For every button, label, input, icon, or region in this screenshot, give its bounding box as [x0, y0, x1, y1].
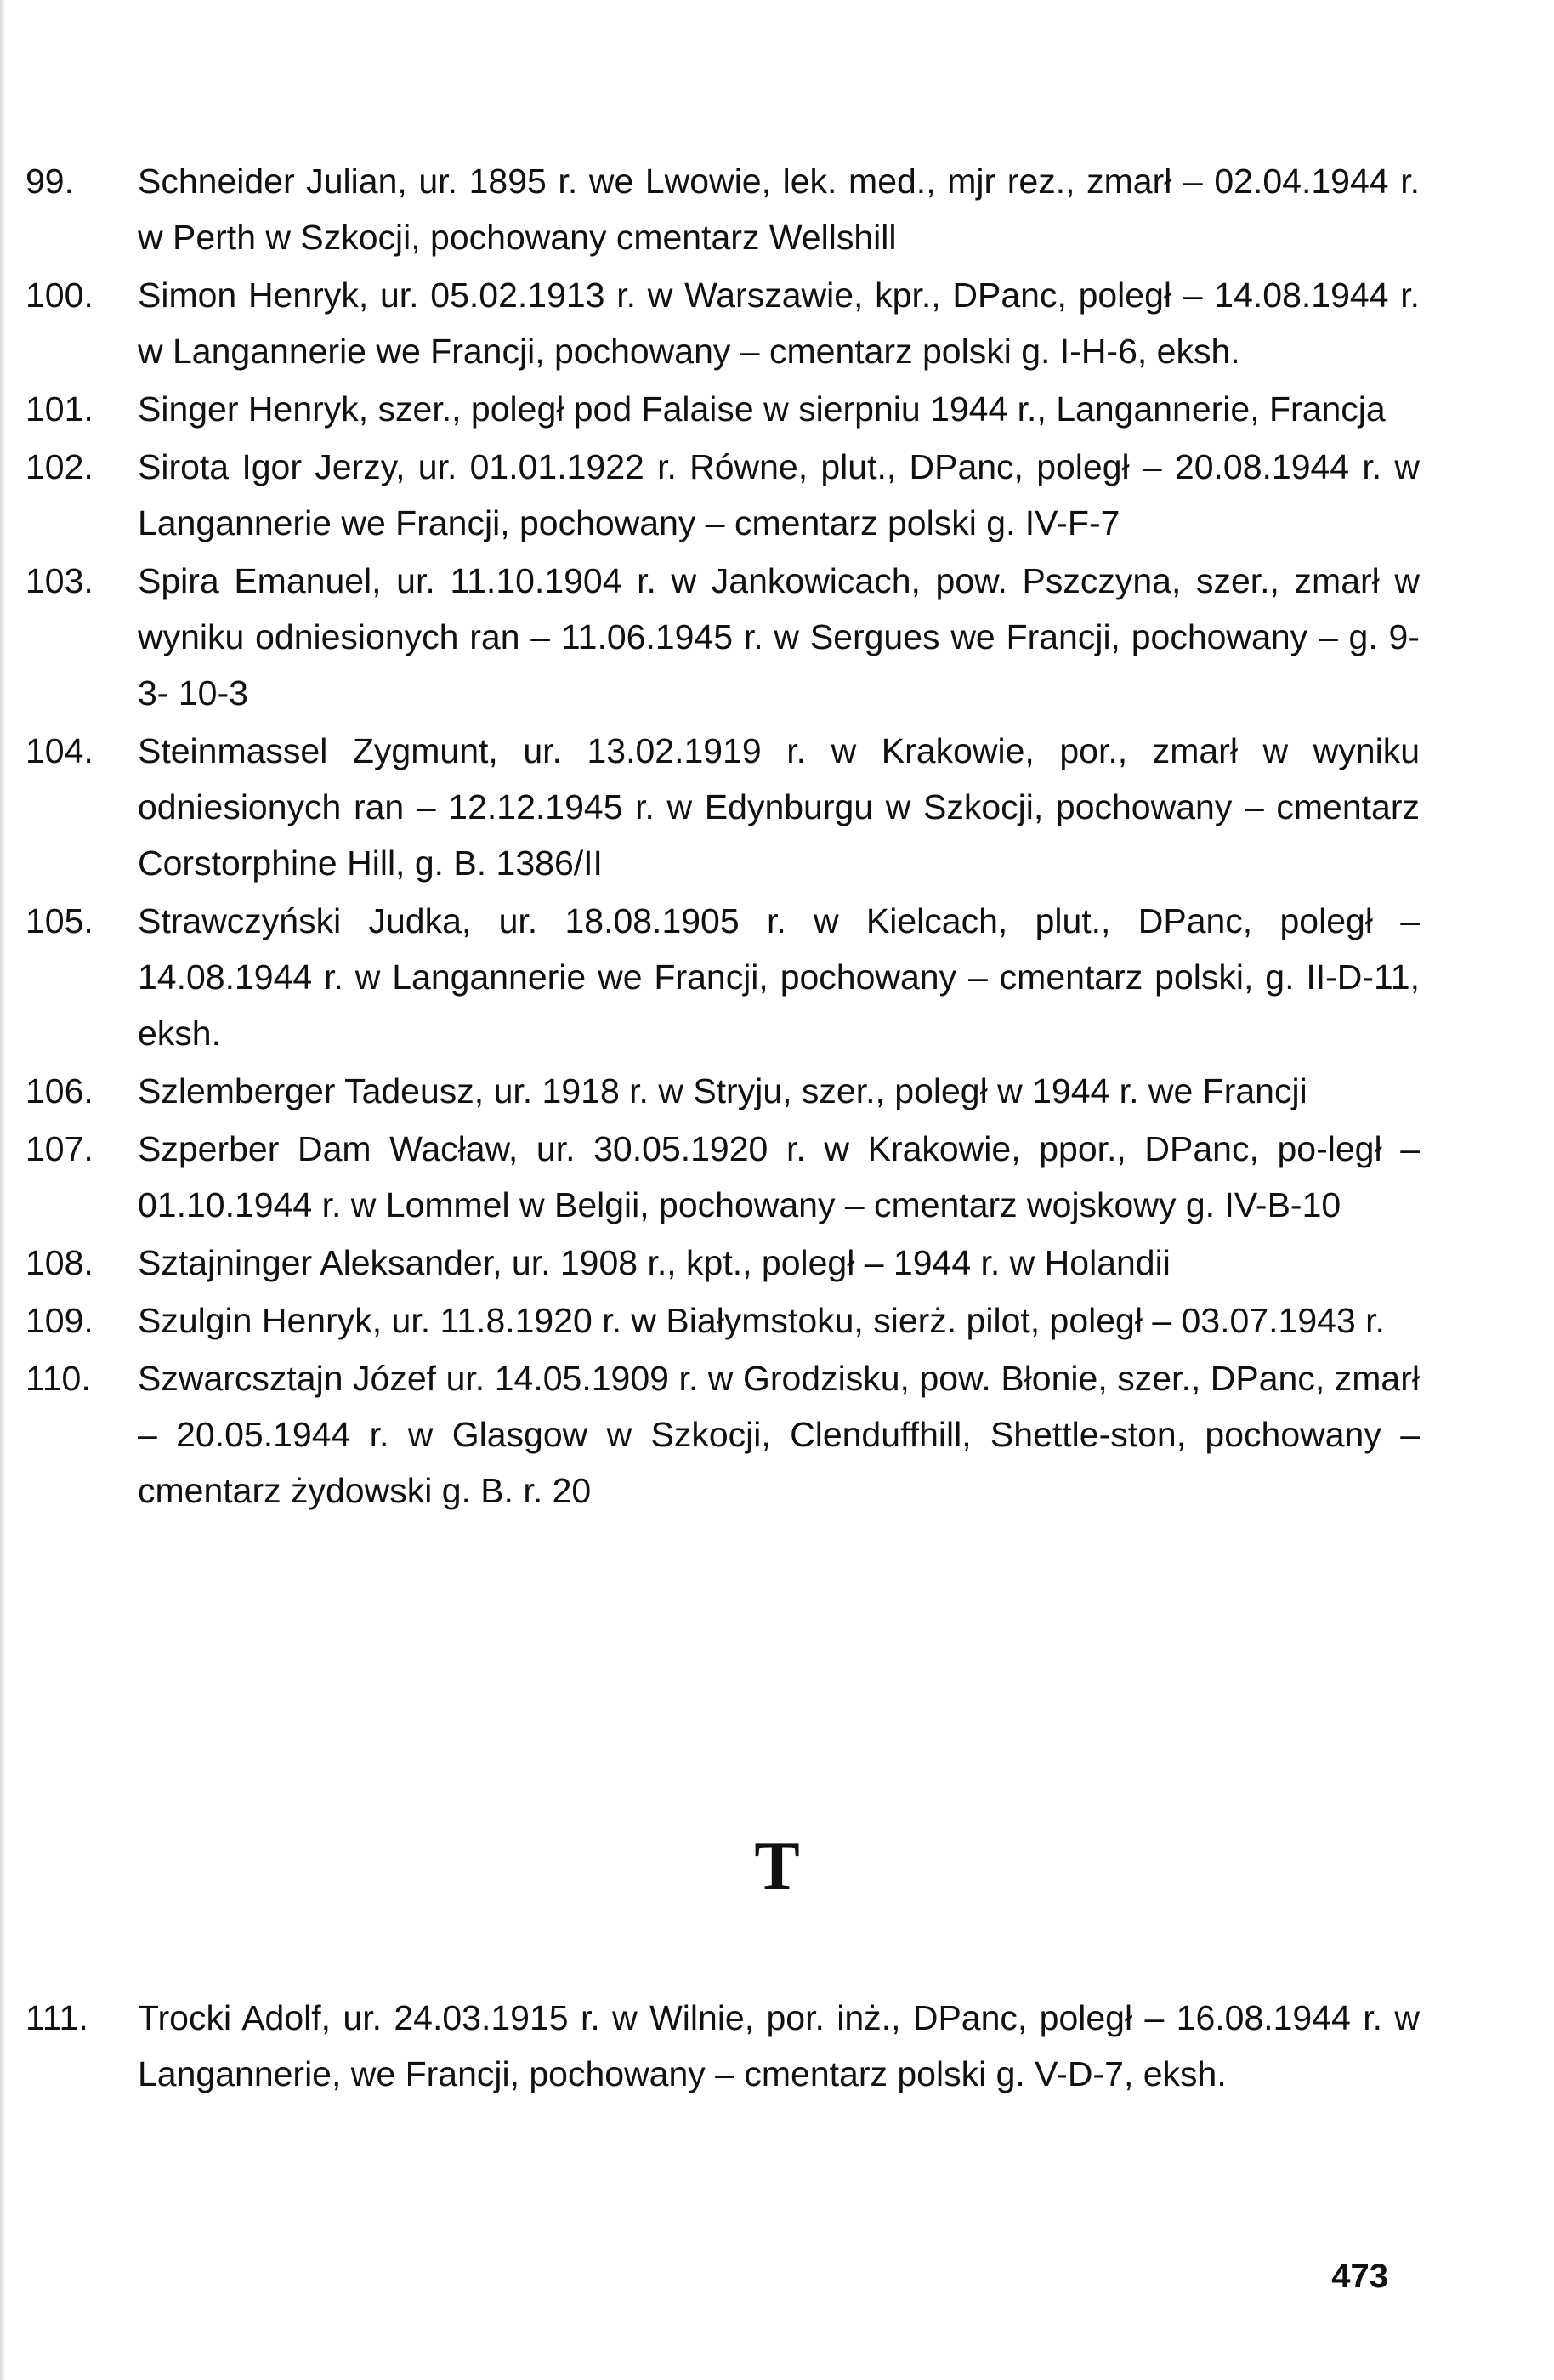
list-item: [26, 1121, 1420, 1233]
page-number: 473: [1331, 2258, 1388, 2295]
entry-text: Szulgin Henryk, ur. 11.8.1920 r. w Białymstoku, sierż. pilot, poległ – 03.07.1943 r.: [138, 1301, 1385, 1340]
entry-text: Szwarcsztajn Józef ur. 14.05.1909 r. w Grodzisku, pow. Błonie, szer., DPanc, zmarł – 20.05.1944 r. w Glasgow w Szkocji, Clenduffhill, Shettle-ston, pochowany – cmentarz żydowski g. B. r. 20: [138, 1359, 1420, 1510]
entry-number: 105.: [26, 901, 94, 940]
entry-text: Szlemberger Tadeusz, ur. 1918 r. w Stryju, szer., poległ w 1944 r. we Francji: [138, 1071, 1307, 1110]
list-item: [26, 267, 1420, 379]
list-item: [26, 1292, 1420, 1349]
entry-number: 100.: [26, 275, 94, 315]
entry-text: Singer Henryk, szer., poległ pod Falaise w sierpniu 1944 r., Langannerie, Francja: [138, 389, 1386, 429]
entry-number: 107.: [26, 1129, 94, 1168]
list-item: [26, 1063, 1420, 1119]
entry-text: Simon Henryk, ur. 05.02.1913 r. w Warszawie, kpr., DPanc, poległ – 14.08.1944 r. w Langannerie we Francji, pochowany – cmentarz polski g. I-H-6, eksh.: [138, 275, 1420, 371]
entry-text: Sirota Igor Jerzy, ur. 01.01.1922 r. Równe, plut., DPanc, poległ – 20.08.1944 r. w Langannerie we Francji, pochowany – cmentarz polski g. IV-F-7: [138, 447, 1420, 542]
entry-number: 110.: [26, 1359, 91, 1398]
list-item: [26, 1350, 1420, 1519]
entry-number: 108.: [26, 1243, 94, 1282]
entries-list-t: [26, 1990, 1420, 2104]
entry-number: 103.: [26, 561, 94, 600]
list-item: [26, 1235, 1420, 1291]
list-item: [26, 723, 1420, 891]
list-item: [26, 1990, 1420, 2102]
entry-number: 109.: [26, 1301, 94, 1340]
entry-number: 111.: [26, 1998, 88, 2037]
list-item: [26, 893, 1420, 1061]
entry-text: Schneider Julian, ur. 1895 r. we Lwowie, lek. med., mjr rez., zmarł – 02.04.1944 r. w Perth w Szkocji, pochowany cmentarz Wellshill: [138, 162, 1420, 257]
entry-number: 106.: [26, 1071, 94, 1110]
entry-text: Szperber Dam Wacław, ur. 30.05.1920 r. w Krakowie, ppor., DPanc, po-legł – 01.10.1944 r. w Lommel w Belgii, pochowany – cmentarz wojskowy g. IV-B-10: [138, 1129, 1420, 1224]
entry-text: Strawczyński Judka, ur. 18.08.1905 r. w Kielcach, plut., DPanc, poległ – 14.08.1944 r. w Langannerie we Francji, pochowany – cmentarz polski, g. II-D-11, eksh.: [138, 901, 1420, 1053]
list-item: [26, 553, 1420, 721]
entry-number: 102.: [26, 447, 94, 486]
page-edge-shadow: [0, 0, 5, 2380]
entry-number: 101.: [26, 389, 94, 429]
entry-text: Steinmassel Zygmunt, ur. 13.02.1919 r. w Krakowie, por., zmarł w wyniku odniesionych ran – 12.12.1945 r. w Edynburgu w Szkocji, pochowany – cmentarz Corstorphine Hill, g. B. 1386/II: [138, 731, 1420, 883]
entry-text: Trocki Adolf, ur. 24.03.1915 r. w Wilnie, por. inż., DPanc, poległ – 16.08.1944 r. w Langannerie, we Francji, pochowany – cmentarz polski g. V-D-7, eksh.: [138, 1998, 1420, 2093]
entries-list-s: [26, 153, 1420, 1520]
entry-text: Sztajninger Aleksander, ur. 1908 r., kpt., poległ – 1944 r. w Holandii: [138, 1243, 1171, 1282]
section-heading-letter: T: [754, 1829, 800, 1904]
entry-number: 99.: [26, 162, 74, 201]
entry-number: 104.: [26, 731, 94, 770]
list-item: [26, 153, 1420, 265]
list-item: [26, 439, 1420, 551]
list-item: [26, 381, 1420, 437]
entry-text: Spira Emanuel, ur. 11.10.1904 r. w Jankowicach, pow. Pszczyna, szer., zmarł w wyniku odniesionych ran – 11.06.1945 r. w Sergues we Francji, pochowany – g. 9-3- 10-3: [138, 561, 1420, 713]
